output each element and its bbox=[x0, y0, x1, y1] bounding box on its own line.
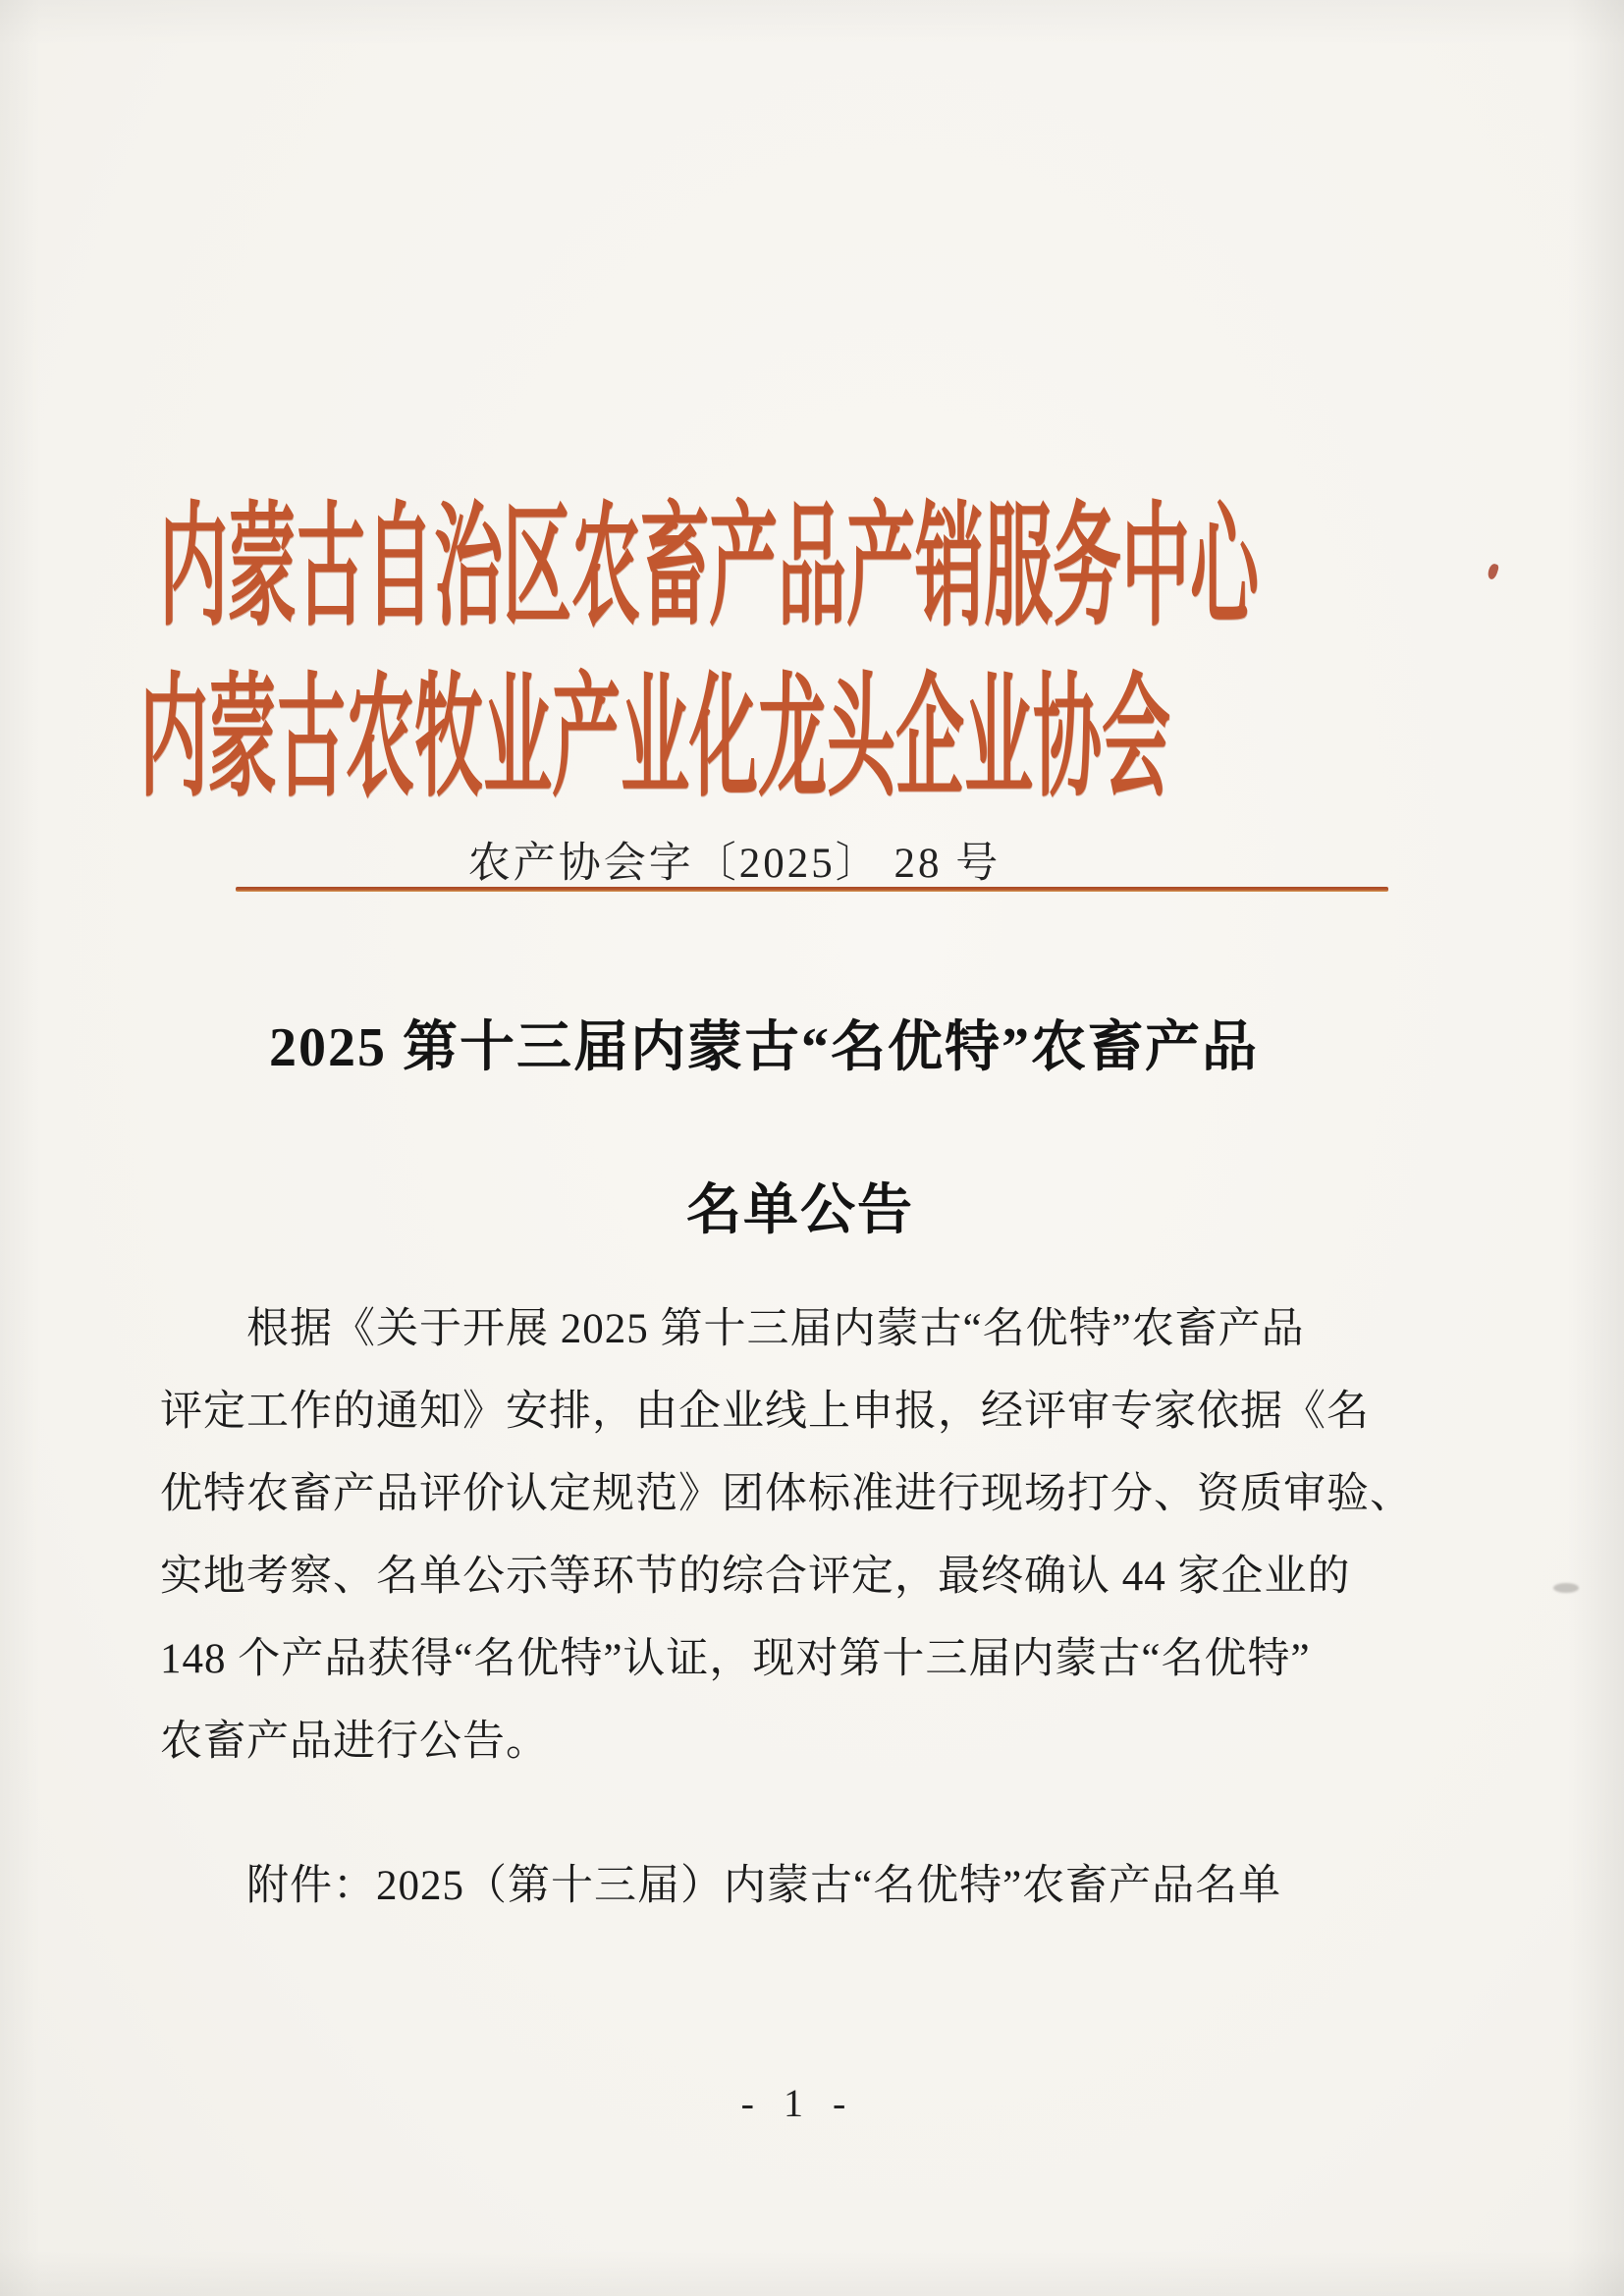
notice-title-line-1: 2025 第十三届内蒙古“名优特”农畜产品 bbox=[269, 1017, 1259, 1078]
body-line-3: 优特农畜产品评价认定规范》团体标准进行现场打分、资质审验、 bbox=[160, 1471, 1413, 1517]
body-paragraph bbox=[160, 1288, 1472, 1783]
scan-artifact-smudge bbox=[1553, 1583, 1579, 1593]
body-line-6: 农畜产品进行公告。 bbox=[160, 1719, 549, 1765]
attachment-line: 附件：2025（第十三届）内蒙古“名优特”农畜产品名单 bbox=[246, 1863, 1282, 1909]
body-line-5: 148 个产品获得“名优特”认证，现对第十三届内蒙古“名优特” bbox=[160, 1636, 1311, 1682]
body-line-1: 根据《关于开展 2025 第十三届内蒙古“名优特”农畜产品 bbox=[246, 1306, 1305, 1352]
page-number: - 1 - bbox=[740, 2081, 856, 2125]
body-line-4: 实地考察、名单公示等环节的综合评定，最终确认 44 家企业的 bbox=[160, 1554, 1351, 1600]
body-line-2: 评定工作的通知》安排，由企业线上申报，经评审专家依据《名 bbox=[160, 1389, 1370, 1435]
scan-artifact-red-fleck bbox=[1487, 563, 1500, 580]
document-reference-number: 农产协会字〔2025〕 28 号 bbox=[467, 841, 1001, 887]
notice-title-line-2: 名单公告 bbox=[686, 1180, 914, 1241]
issuing-org-name-line-1: 内蒙古自治区农畜产品产销服务中心 bbox=[159, 496, 1259, 644]
red-divider-rule bbox=[236, 887, 1388, 892]
issuing-org-name-line-2: 内蒙古农牧业产业化龙头企业协会 bbox=[139, 667, 1170, 815]
